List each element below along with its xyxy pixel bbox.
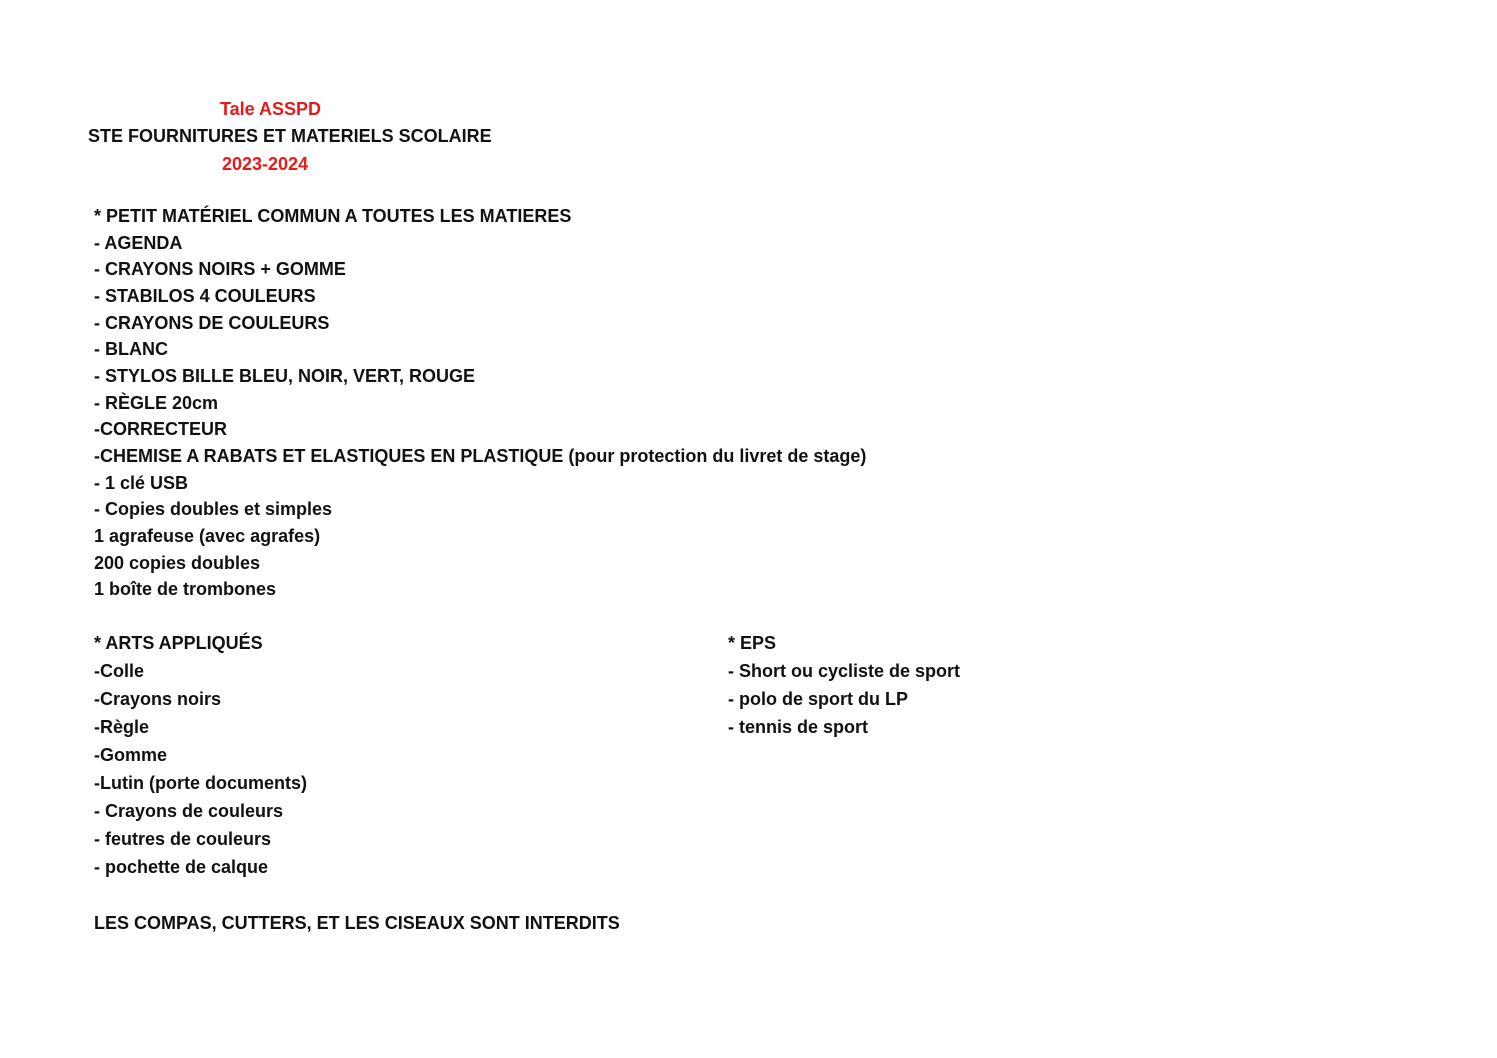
eps-heading: * EPS xyxy=(728,633,777,653)
list-item: -Crayons noirs xyxy=(94,689,222,709)
forbidden-items-notice: LES COMPAS, CUTTERS, ET LES CISEAUX SONT INTERDITS xyxy=(94,913,620,933)
list-item: - AGENDA xyxy=(94,233,183,253)
list-item: -Colle xyxy=(94,661,145,681)
list-item: -Règle xyxy=(94,717,150,737)
list-item: - CRAYONS DE COULEURS xyxy=(94,313,330,333)
list-item: - Copies doubles et simples xyxy=(94,499,333,519)
list-item: - STYLOS BILLE BLEU, NOIR, VERT, ROUGE xyxy=(94,366,476,386)
list-item: 1 boîte de trombones xyxy=(94,579,277,599)
list-item: - 1 clé USB xyxy=(94,473,189,493)
class-name: Tale ASSPD xyxy=(220,99,322,119)
list-item: -CHEMISE A RABATS ET ELASTIQUES EN PLASTIQUE (pour protection du livret de stage) xyxy=(94,446,867,466)
list-item: -Lutin (porte documents) xyxy=(94,773,307,793)
common-supplies-heading: * PETIT MATÉRIEL COMMUN A TOUTES LES MATIERES xyxy=(94,206,572,226)
list-item: - Short ou cycliste de sport xyxy=(728,661,961,681)
list-item: - tennis de sport xyxy=(728,717,869,737)
list-item: - feutres de couleurs xyxy=(94,829,272,849)
school-year: 2023-2024 xyxy=(222,154,309,174)
list-item: 200 copies doubles xyxy=(94,553,261,573)
list-item: - STABILOS 4 COULEURS xyxy=(94,286,316,306)
arts-heading: * ARTS APPLIQUÉS xyxy=(94,633,263,653)
list-item: - BLANC xyxy=(94,339,168,359)
list-item: - pochette de calque xyxy=(94,857,269,877)
list-item: -Gomme xyxy=(94,745,168,765)
list-item: - RÈGLE 20cm xyxy=(94,393,219,413)
list-item: -CORRECTEUR xyxy=(94,419,227,439)
list-item: - CRAYONS NOIRS + GOMME xyxy=(94,259,346,279)
list-item: - Crayons de couleurs xyxy=(94,801,284,821)
list-item: 1 agrafeuse (avec agrafes) xyxy=(94,526,321,546)
document-title: STE FOURNITURES ET MATERIELS SCOLAIRE xyxy=(88,126,492,146)
list-item: - polo de sport du LP xyxy=(728,689,908,709)
